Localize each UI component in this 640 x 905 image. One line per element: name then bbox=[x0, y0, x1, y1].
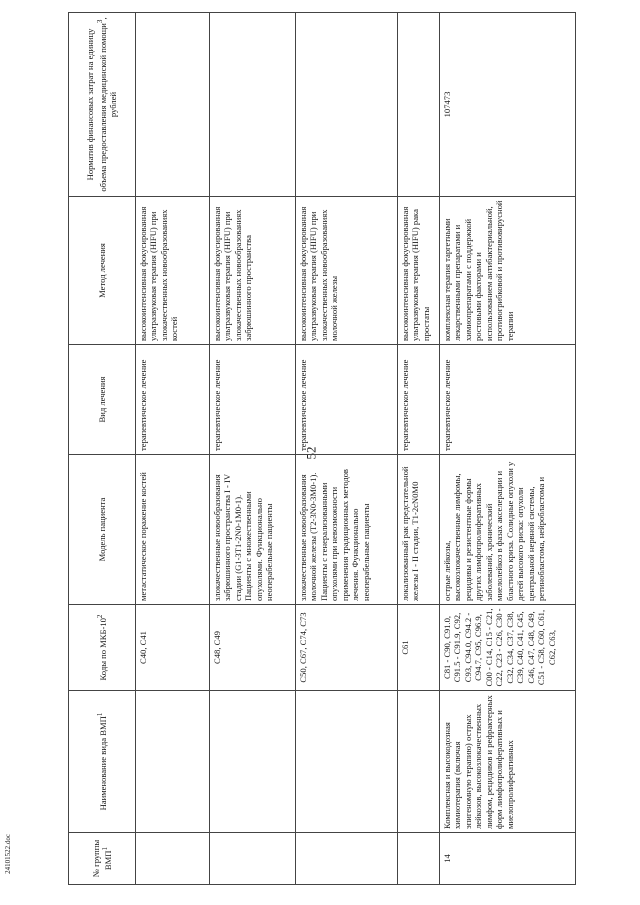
header-group-no: № группы ВМП$^1$ bbox=[69, 833, 136, 885]
header-treatment-type: Вид лечения bbox=[69, 345, 136, 455]
cell-method: высокоинтенсивная фокусированная ультразвуковая терапия (HIFU) при злокачественных новообразованиях костей bbox=[136, 197, 210, 345]
cell-cost bbox=[136, 13, 210, 197]
cell-group-number: 14 bbox=[440, 833, 576, 885]
header-patient-model: Модель пациента bbox=[69, 455, 136, 605]
cell-method: высокоинтенсивная фокусированная ультразвуковая терапия (HIFU) при злокачественных новообразованиях забрюшинного пространства bbox=[210, 197, 296, 345]
cell-codes: C40, C41 bbox=[136, 605, 210, 691]
cell-codes: C48, C49 bbox=[210, 605, 296, 691]
cell-model: локализованный рак предстательной железы I - II стадии, T1-2cN0M0 bbox=[398, 455, 440, 605]
cell-cost bbox=[210, 13, 296, 197]
page-number: 52 bbox=[303, 446, 319, 460]
cell-model: злокачественные новообразования молочной железы (T2-3N0-3M0-1). Пациенты с генерализованными опухолями при невозможности применения традиционных методов лечения. Функционально неоперабельные пациенты bbox=[296, 455, 398, 605]
header-mkb-codes: Коды по МКБ-$10^2$ bbox=[69, 605, 136, 691]
table-header-row bbox=[69, 13, 136, 885]
cell-method: комплексная терапия таргетными лекарственными препаратами и химиопрепаратами с поддержкой ростовыми факторами и использованием антибактериальной, противогрибковой и противовирусной терапии bbox=[440, 197, 576, 345]
cell-name bbox=[210, 691, 296, 833]
cell-type: терапевтическое лечение bbox=[296, 345, 398, 455]
vmp-table bbox=[68, 12, 576, 885]
header-treatment-method: Метод лечения bbox=[69, 197, 136, 345]
table-row bbox=[296, 13, 398, 885]
header-cost-norm: Норматив финансовых затрат на единицу объема предоставления медицинской помощи$^3$, рублей bbox=[69, 13, 136, 197]
rotated-table-wrapper bbox=[68, 13, 576, 885]
cell-type: терапевтическое лечение bbox=[136, 345, 210, 455]
cell-type: терапевтическое лечение bbox=[440, 345, 576, 455]
footer-file-name: 24101522.doc bbox=[3, 834, 12, 874]
table-row bbox=[210, 13, 296, 885]
cell-name bbox=[136, 691, 210, 833]
cell-model: острые лейкозы, высокозлокачественные лимфомы, рецидивы и резистентные формы других лимфопролиферативных заболеваний, хронический миелолейкоз в фазах акселерации и бластного криза. Солидные опухоли у детей высокого риска: опухоли центральной нервной системы, ретинобластома, нейробластома и bbox=[440, 455, 576, 605]
cell-type: терапевтическое лечение bbox=[210, 345, 296, 455]
cell-group bbox=[296, 833, 398, 885]
cell-cost bbox=[398, 13, 440, 197]
cell-group bbox=[136, 833, 210, 885]
cell-method: высокоинтенсивная фокусированная ультразвуковая терапия (HIFU) при злокачественных новообразованиях молочной железы bbox=[296, 197, 398, 345]
table-row bbox=[136, 13, 210, 885]
cell-codes: C61 bbox=[398, 605, 440, 691]
cell-group bbox=[210, 833, 296, 885]
cell-type: терапевтическое лечение bbox=[398, 345, 440, 455]
cell-cost bbox=[296, 13, 398, 197]
cell-model: метастатическое поражение костей bbox=[136, 455, 210, 605]
cell-cost: 107473 bbox=[440, 13, 576, 197]
table-row-group-14 bbox=[440, 13, 576, 885]
cell-name bbox=[398, 691, 440, 833]
cell-method: высокоинтенсивная фокусированная ультразвуковая терапия (HIFU) рака простаты bbox=[398, 197, 440, 345]
cell-group bbox=[398, 833, 440, 885]
cell-model: злокачественные новообразования забрюшинного пространства I - IV стадии (G1-3T1-2N0-1M0-1). Пациенты с множественными опухолями. Функционально неоперабельные пациенты bbox=[210, 455, 296, 605]
cell-name: Комплексная и высокодозная химиотерапия (включая эпигеномную терапию) острых лейкозов, высокозлокачественных лимфом, рецидивов и рефрактерных форм лимфопролиферативных и миелопролиферативных bbox=[440, 691, 576, 833]
cell-name bbox=[296, 691, 398, 833]
cell-codes: C81 - C90, C91.0, C91.5 - C91.9, C92, C93, C94.0, C94.2 - C94.7, C95, C96.9, C00 - C14, C15 - C21, C22, C23 - C26, C30 - C32, C34, C37, C38, C39, C40, C41, C45, C46, C47, C48, C49, C51 - C58, C60, C61, C62, C63, bbox=[440, 605, 576, 691]
cell-codes: C50, C67, C74, C73 bbox=[296, 605, 398, 691]
table-row bbox=[398, 13, 440, 885]
header-vmp-name: Наименование вида ВМП$^1$ bbox=[69, 691, 136, 833]
